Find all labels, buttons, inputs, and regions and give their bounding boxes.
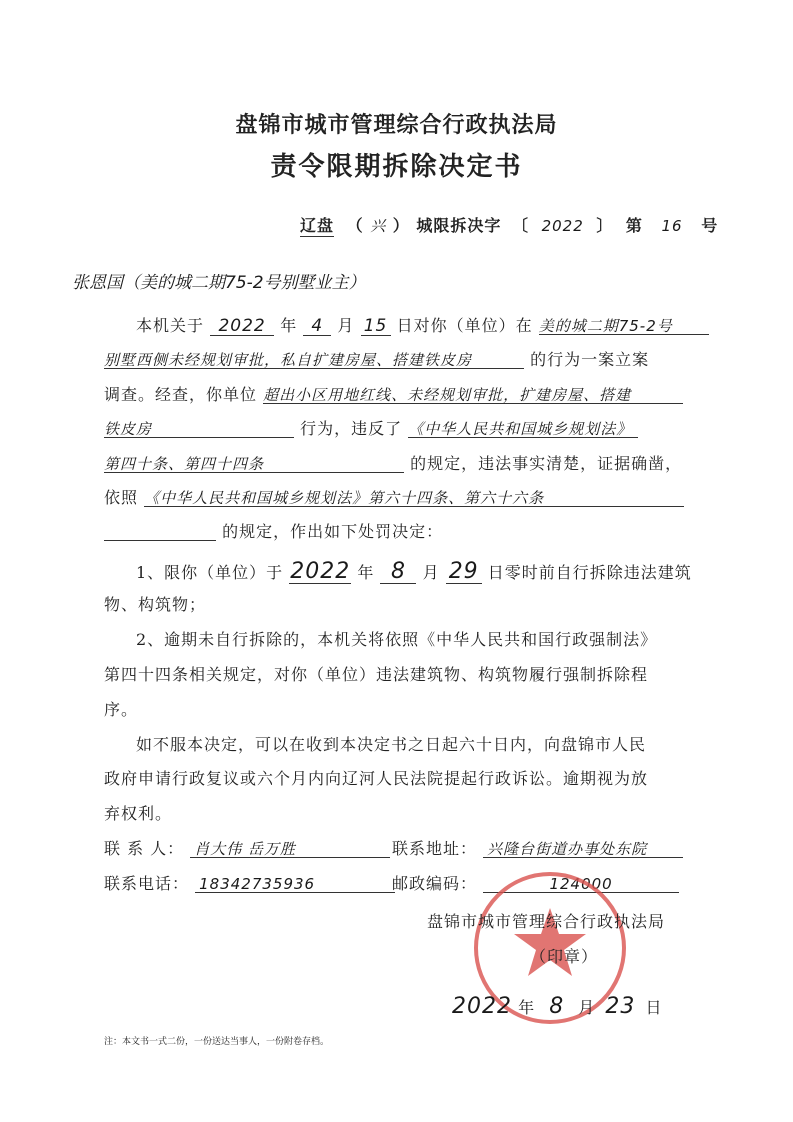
contact-person-value: 肖大伟 岳万胜 (190, 842, 390, 858)
body-text: 的规定，违法事实清楚，证据确凿， (410, 454, 683, 473)
date1-month: 4 (303, 318, 331, 336)
contact-address-label: 联系地址： (392, 839, 478, 858)
body-line-4 (104, 421, 638, 438)
body-line-2 (104, 352, 649, 369)
doc-number-value: 16 (661, 217, 683, 235)
doc-di: 第 (625, 216, 643, 235)
doc-bracket-close: 〕 (596, 216, 614, 235)
body-text: 月 (337, 316, 355, 335)
item2-line-2: 第四十四条相关规定，对你（单位）违法建筑物、构筑物履行强制拆除程 (104, 665, 649, 684)
blank-line (104, 524, 216, 541)
doc-year: 2022 (541, 217, 584, 235)
seal-label: （印章） (530, 947, 599, 966)
body-text: 年 (357, 563, 375, 582)
contact-address-value: 兴隆台街道办事处东院 (483, 842, 683, 858)
body-line-1 (136, 318, 709, 336)
deadline-day: 29 (446, 561, 482, 584)
contact-phone-value: 18342735936 (195, 877, 395, 893)
contact-row-2 (104, 876, 395, 893)
law2-value: 《中华人民共和国城乡规划法》第六十四条、第六十六条 (144, 491, 684, 507)
item2-line-3: 序。 (104, 700, 139, 719)
doc-region: 兴 (370, 217, 387, 235)
deadline-month: 8 (380, 561, 416, 584)
sign-day: 23 (605, 994, 636, 1019)
sign-month: 8 (549, 994, 565, 1019)
contact-row-1b (392, 841, 683, 858)
contact-postal-label: 邮政编码： (392, 874, 478, 893)
law1-value: 《中华人民共和国城乡规划法》 (408, 422, 638, 438)
body-text: 年 (280, 316, 298, 335)
contact-person-label: 联 系 人： (104, 839, 185, 858)
contact-phone-label: 联系电话： (104, 874, 190, 893)
body-text: 日零时前自行拆除违法建筑 (487, 563, 692, 582)
body-text: 本机关于 (136, 316, 205, 335)
doc-paren-open: （ (346, 216, 364, 235)
item1-line-1 (136, 561, 692, 584)
appeal-line-3: 弃权利。 (104, 804, 173, 823)
footnote: 注：本文书一式二份，一份送达当事人，一份附卷存档。 (104, 1037, 330, 1047)
body-text: 行为，违反了 (300, 419, 403, 438)
signature-date (452, 996, 663, 1018)
signature-agency: 盘锦市城市管理综合行政执法局 (427, 912, 666, 931)
body-text: 的行为一案立案 (530, 350, 650, 369)
appeal-line-2: 政府申请行政复议或六个月内向辽河人民法院提起行政诉讼。逾期视为放 (104, 769, 649, 788)
document-title: 责令限期拆除决定书 (270, 152, 523, 182)
finding-value: 超出小区用地红线、未经规划审批，扩建房屋、搭建 (263, 388, 683, 404)
doc-hao: 号 (701, 216, 719, 235)
agency-title: 盘锦市城市管理综合行政执法局 (235, 113, 558, 138)
date1-day: 15 (361, 318, 391, 336)
deadline-year: 2022 (290, 559, 351, 584)
date1-year: 2022 (210, 318, 274, 336)
contact-row-1 (104, 841, 390, 858)
body-text: 的规定，作出如下处罚决定： (222, 522, 444, 541)
doc-prefix: 辽盘 (300, 213, 334, 237)
location-value-cont: 别墅西侧未经规划审批，私自扩建房屋、搭建铁皮房 (104, 353, 524, 369)
body-line-6 (104, 490, 684, 507)
contact-postal-value: 124000 (483, 877, 679, 893)
addressee: 张恩国（美的城二期75-2号别墅业主） (72, 273, 366, 293)
body-line-7 (104, 524, 443, 541)
doc-type: 城限拆决字 (416, 216, 502, 235)
finding-value-cont: 铁皮房 (104, 422, 294, 438)
doc-bracket-open: 〔 (511, 216, 529, 235)
sign-ri: 日 (645, 998, 663, 1017)
appeal-line-1: 如不服本决定，可以在收到本决定书之日起六十日内，向盘锦市人民 (136, 735, 647, 754)
body-text: 月 (422, 563, 440, 582)
sign-nian: 年 (518, 998, 536, 1017)
item1-line-2: 物、构筑物； (104, 595, 207, 614)
body-text: 日对你（单位）在 (396, 316, 533, 335)
body-text: 1、限你（单位）于 (136, 563, 284, 582)
body-line-5 (104, 456, 682, 473)
item2-line-1: 2、逾期未自行拆除的，本机关将依照《中华人民共和国行政强制法》 (136, 630, 658, 649)
location-value: 美的城二期75-2号 (539, 319, 709, 335)
law1-value-cont: 第四十条、第四十四条 (104, 457, 404, 473)
document-number (300, 213, 718, 237)
sign-year: 2022 (452, 994, 512, 1019)
doc-paren-close: ） (392, 216, 410, 235)
body-text: 依照 (104, 488, 139, 507)
body-line-3 (104, 387, 683, 404)
sign-yue: 月 (578, 998, 596, 1017)
body-text: 调查。经查，你单位 (104, 385, 258, 404)
